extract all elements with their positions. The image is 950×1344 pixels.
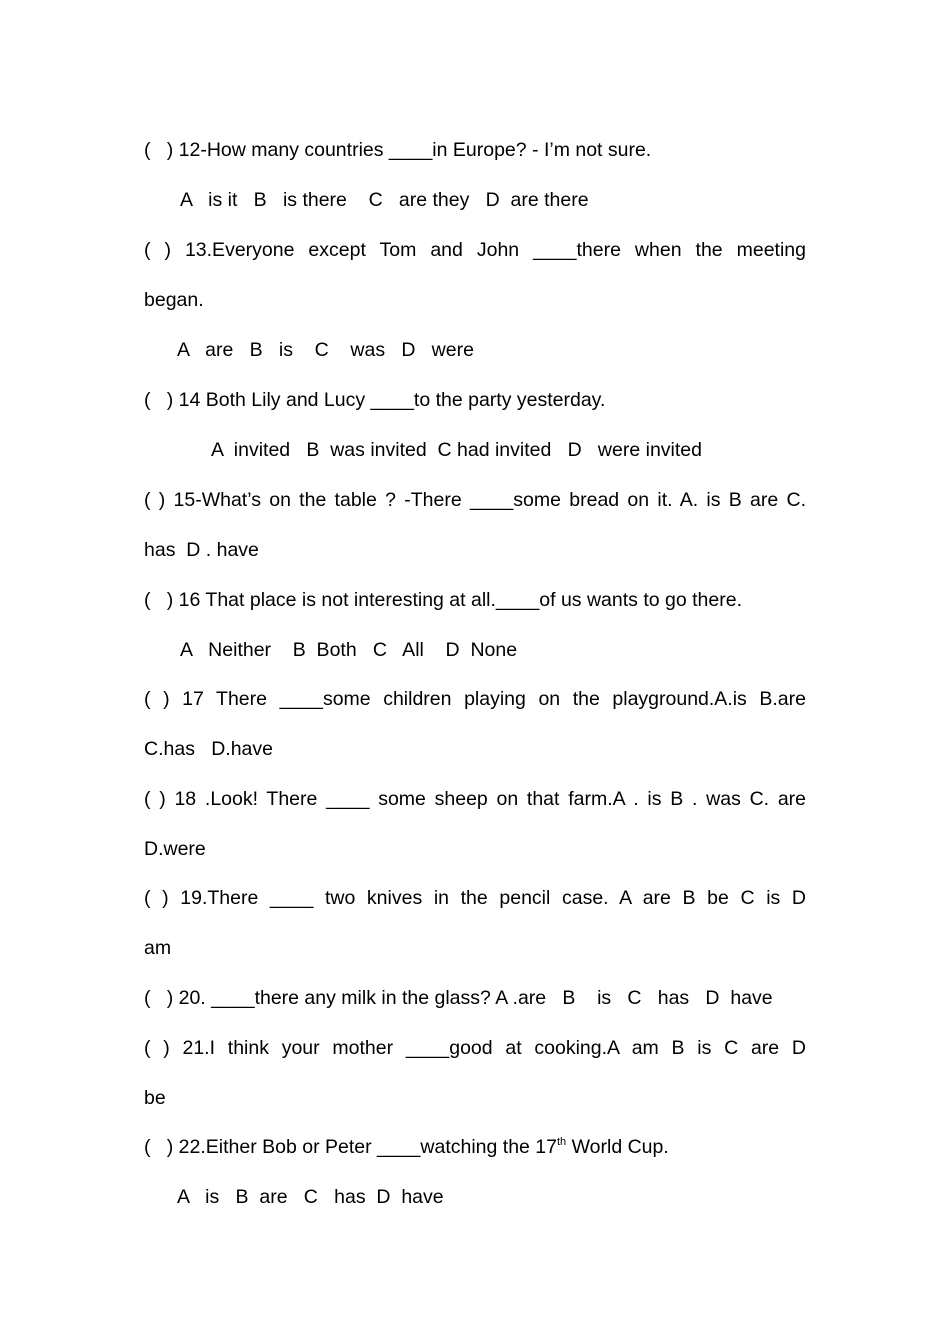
question-12-stem: ( ) 12-How many countries ____in Europe? - I’m not sure. <box>144 139 652 161</box>
question-19-stem: ( ) 19.There ____ two knives in the pencil case. A are B be C is D <box>144 887 806 909</box>
question-16-options: A Neither B Both C All D None <box>180 639 518 661</box>
question-17-stem: ( ) 17 There ____some children playing on the playground.A.is B.are <box>144 688 806 710</box>
ordinal-superscript: th <box>557 1135 567 1148</box>
question-21-stem: ( ) 21.I think your mother ____good at cooking.A am B is C are D <box>144 1037 806 1059</box>
question-22-stem-text-end: World Cup. <box>566 1136 669 1158</box>
question-16-stem: ( ) 16 That place is not interesting at all.____of us wants to go there. <box>144 589 742 611</box>
question-18-stem-continued: D.were <box>144 838 206 860</box>
question-22-options: A is B are C has D have <box>177 1186 444 1208</box>
question-21-stem-continued: be <box>144 1087 166 1109</box>
question-13-stem: ( ) 13.Everyone except Tom and John ____there when the meeting <box>144 239 806 261</box>
question-13-options: A are B is C was D were <box>177 339 474 361</box>
question-15-stem: ( ) 15-What’s on the table ? -There ____some bread on it. A. is B are C. <box>144 489 806 511</box>
question-15-stem-continued: has D . have <box>144 539 259 561</box>
question-14-options: A invited B was invited C had invited D were invited <box>211 439 702 461</box>
question-12-options: A is it B is there C are they D are there <box>180 189 589 211</box>
question-19-stem-continued: am <box>144 937 172 959</box>
question-17-stem-continued: C.has D.have <box>144 738 273 760</box>
question-22-stem-text: ( ) 22.Either Bob or Peter ____watching the 17 <box>144 1136 557 1158</box>
question-22-stem <box>144 1135 806 1159</box>
question-20-stem: ( ) 20. ____there any milk in the glass? A .are B is C has D have <box>144 987 773 1009</box>
question-18-stem: ( ) 18 .Look! There ____ some sheep on that farm.A . is B . was C. are <box>144 788 806 810</box>
question-14-stem: ( ) 14 Both Lily and Lucy ____to the party yesterday. <box>144 389 606 411</box>
question-13-stem-continued: began. <box>144 289 204 311</box>
